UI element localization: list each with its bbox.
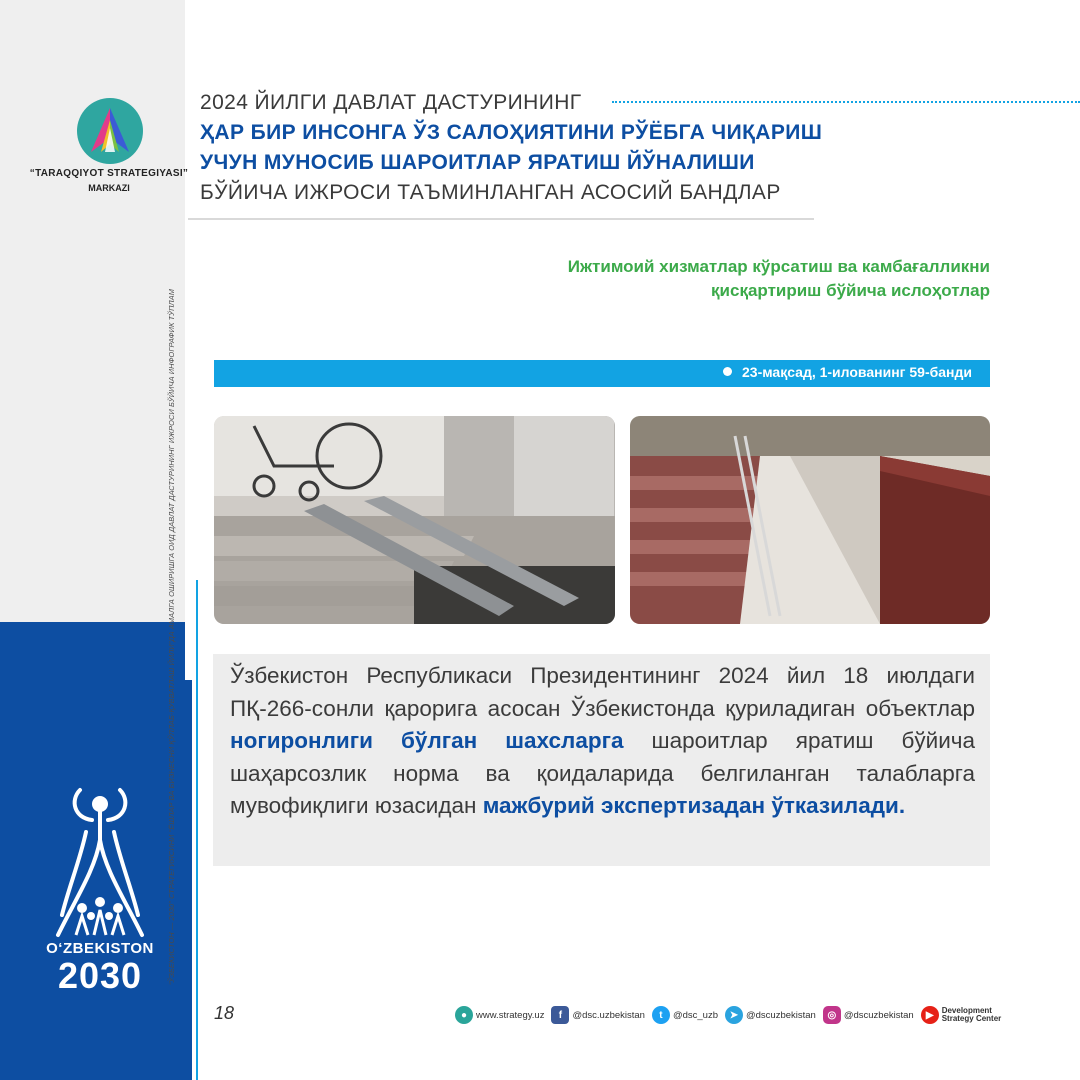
photo-building-ramp	[630, 416, 990, 624]
twitter-icon: t	[652, 1006, 670, 1024]
header-line2: ҲАР БИР ИНСОНГА ЎЗ САЛОҲИЯТИНИ РЎЁБГА ЧИҚАРИШ	[200, 121, 823, 144]
footer-twitter-link[interactable]	[652, 1006, 718, 1024]
header-line4: БЎЙИЧА ИЖРОСИ ТАЪМИНЛАНГАН АСОСИЙ БАНДЛАР	[200, 181, 781, 204]
header-line3: УЧУН МУНОСИБ ШАРОИТЛАР ЯРАТИШ ЙЎНАЛИШИ	[200, 151, 755, 174]
footer-brand-line1: Development	[941, 1006, 992, 1015]
emblem-word: O‘ZBEKISTON	[46, 940, 154, 957]
description-highlight2: мажбурий экспертизадан ўтказилади.	[482, 793, 906, 818]
goal-bar-label	[723, 364, 972, 380]
sidebar-accent-line	[196, 580, 198, 1080]
description-part1: Ўзбекистон Республикаси Президентининг 2024 йил 18 июлдаги ПҚ-266-сонли қарорига асосан Ўзбекистонда қуриладиган объектлар	[230, 663, 975, 721]
globe-icon: ●	[455, 1006, 473, 1024]
footer-brand-line2: Strategy Center	[941, 1014, 1002, 1023]
org-name-line2: MARKAZI	[88, 183, 130, 193]
header-line1: 2024 ЙИЛГИ ДАВЛАТ ДАСТУРИНИНГ	[200, 91, 582, 114]
footer-instagram-link[interactable]	[823, 1006, 914, 1024]
facebook-icon: f	[551, 1006, 569, 1024]
section-subtitle-line1: Ижтимоий хизматлар кўрсатиш ва камбағалликни	[567, 257, 990, 276]
footer-telegram-text: @dscuzbekistan	[745, 1009, 816, 1021]
footer-instagram-text: @dscuzbekistan	[843, 1009, 914, 1021]
youtube-icon: ▶	[921, 1006, 939, 1024]
footer-brand	[942, 1007, 1002, 1023]
description-part2: шароитлар яратиш бўйича шаҳарсозлик норма ва қоидаларида белгиланган талабларга мувофиқлиги юзасидан	[230, 728, 976, 818]
page-number: 18	[214, 1003, 235, 1023]
org-name-line1: “TARAQQIYOT STRATEGIYASI”	[29, 168, 189, 179]
section-subtitle-line2: қисқартириш бўйича ислоҳотлар	[711, 281, 990, 300]
footer-contacts	[455, 1004, 1004, 1026]
goal-bar	[214, 360, 990, 387]
footer-website-link[interactable]	[455, 1006, 544, 1024]
goal-bar-text: 23-мақсад, 1-илованинг 59-банди	[742, 364, 972, 380]
telegram-icon: ➤	[725, 1006, 743, 1024]
footer-facebook-link[interactable]	[551, 1006, 644, 1024]
header-rule	[188, 218, 814, 220]
emblem-year: 2030	[57, 955, 143, 996]
org-logo-icon	[77, 98, 143, 164]
footer-youtube-link[interactable]	[921, 1006, 1002, 1024]
bullet-dot-icon	[723, 367, 732, 376]
instagram-icon: ◎	[823, 1006, 841, 1024]
description-text	[230, 660, 975, 823]
section-subtitle	[400, 255, 990, 303]
sidebar-top-panel	[0, 0, 185, 622]
photo-wheelchair-ramp	[214, 416, 615, 624]
side-caption: “ЎЗБЕКИСТОН — 2030” СТРАТЕГИЯСИНИ “ЁШЛАР ВА БИЗНЕСНИ ҚЎЛЛАБ-ҚУВВАТЛАШ ЙИЛИ”ДА АМАЛГА ОШИРИШГА ОИД ДАВЛАТ ДАСТУРИНИНГ ИЖРОСИ БЎЙИЧА ИНФОГРАФИК ТЎПЛАМ	[167, 289, 176, 985]
footer-website-text: www.strategy.uz	[476, 1009, 545, 1021]
uzbekistan-2030-emblem-icon	[40, 770, 160, 950]
sidebar-divider-blue	[185, 680, 192, 1080]
footer-telegram-link[interactable]	[725, 1006, 816, 1024]
footer-twitter-text: @dsc_uzb	[672, 1009, 718, 1021]
header-dotted-divider	[612, 101, 1080, 103]
description-highlight1: ногиронлиги бўлган шахсларга	[230, 728, 624, 753]
footer-facebook-text: @dsc.uzbekistan	[572, 1009, 645, 1021]
